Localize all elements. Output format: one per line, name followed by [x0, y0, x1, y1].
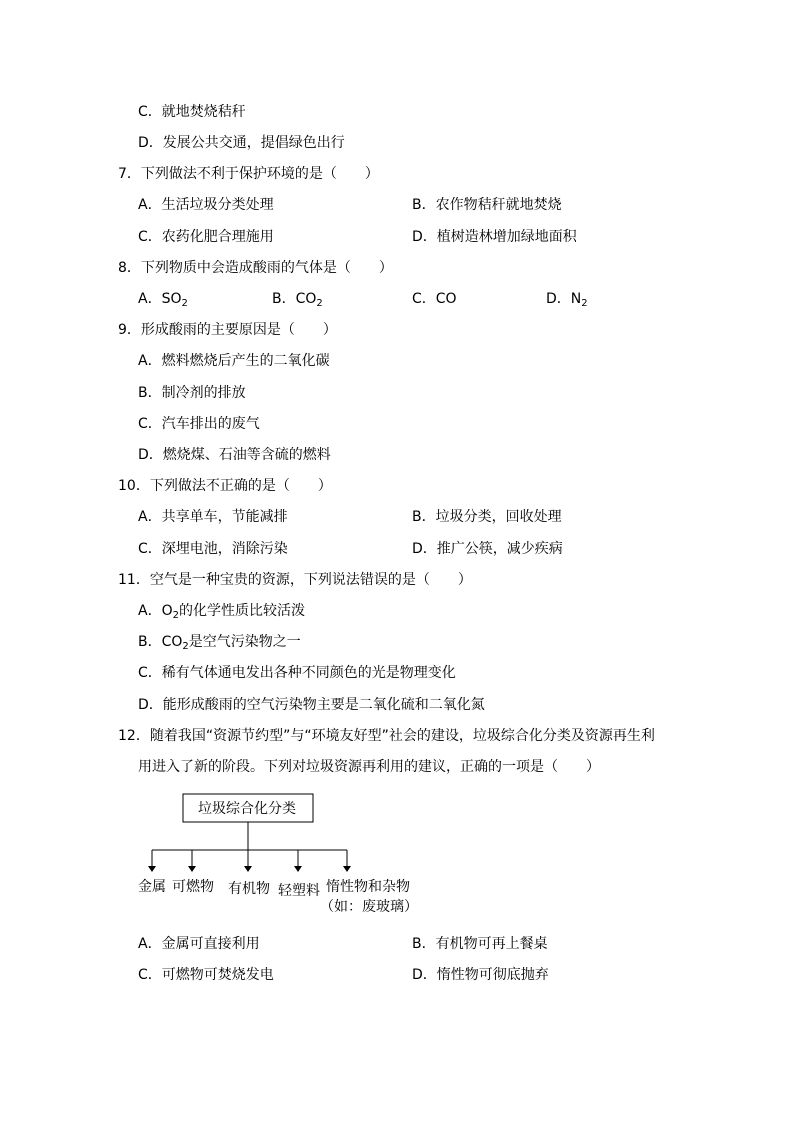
diagram-leaf-combustible: 可燃物: [172, 879, 214, 895]
q6-option-c: C．就地焚烧秸秆: [138, 104, 246, 120]
diagram-arrow-metal: [148, 866, 156, 872]
q6-option-d: D．发展公共交通，提倡绿色出行: [138, 135, 345, 151]
diagram-root-label: 垃圾综合化分类: [198, 801, 296, 817]
q9-stem: 9．形成酸雨的主要原因是（ ）: [118, 322, 337, 338]
q7-option-d: D．植树造林增加绿地面积: [412, 229, 577, 245]
diagram-arrow-organic: [244, 866, 252, 872]
garbage-classification-diagram: [138, 792, 428, 922]
diagram-leaf-inert: 惰性物和杂物: [326, 879, 410, 895]
q8-option-b: B．$CO_2$: [272, 291, 323, 309]
q9-option-a: A．燃料燃烧后产生的二氧化碳: [138, 353, 330, 369]
diagram-arrow-combustible: [188, 866, 196, 872]
q8-option-c: C．CO: [412, 291, 457, 307]
q10-option-d: D．推广公筷，减少疾病: [412, 541, 563, 557]
q12-option-b: B．有机物可再上餐桌: [412, 936, 548, 952]
q11-option-b: B．$CO_2$是空气污染物之一: [138, 634, 301, 652]
diagram-arrow-plastic: [294, 866, 302, 872]
diagram-leaf-inert-note: （如：废玻璃）: [320, 899, 418, 915]
q9-option-d: D．燃烧煤、石油等含硫的燃料: [138, 447, 331, 463]
q10-option-b: B．垃圾分类，回收处理: [412, 509, 562, 525]
q9-option-c: C．汽车排出的废气: [138, 416, 260, 432]
q7-stem: 7．下列做法不利于保护环境的是（ ）: [118, 166, 379, 182]
q11-option-c: C．稀有气体通电发出各种不同颜色的光是物理变化: [138, 665, 456, 681]
diagram-arrow-inert: [343, 866, 351, 872]
q10-option-c: C．深埋电池，消除污染: [138, 541, 288, 557]
q9-option-b: B．制冷剂的排放: [138, 385, 246, 401]
diagram-leaf-plastic: 轻塑料: [278, 883, 320, 899]
diagram-leaf-metal: 金属: [138, 879, 166, 895]
q12-stem-line2: 用进入了新的阶段。下列对垃圾资源再利用的建议，正确的一项是（ ）: [138, 759, 600, 775]
q11-option-a: A．$O_2$的化学性质比较活泼: [138, 603, 305, 621]
q7-option-a: A．生活垃圾分类处理: [138, 197, 274, 213]
q11-option-d: D．能形成酸雨的空气污染物主要是二氧化硫和二氧化氮: [138, 697, 485, 713]
q10-option-a: A．共享单车，节能减排: [138, 509, 288, 525]
diagram-leaf-organic: 有机物: [228, 881, 270, 897]
q10-stem: 10．下列做法不正确的是（ ）: [118, 478, 332, 494]
q12-stem-line1: 12．随着我国“资源节约型”与“环境友好型”社会的建设，垃圾综合化分类及资源再生利: [118, 728, 655, 744]
q12-option-c: C．可燃物可焚烧发电: [138, 967, 274, 983]
q11-stem: 11．空气是一种宝贵的资源，下列说法错误的是（ ）: [118, 572, 472, 588]
q7-option-b: B．农作物秸秆就地焚烧: [412, 197, 562, 213]
q12-option-a: A．金属可直接利用: [138, 936, 260, 952]
q8-option-a: A．$SO_2$: [138, 291, 188, 309]
q7-option-c: C．农药化肥合理施用: [138, 229, 274, 245]
q8-option-d: D．$N_2$: [546, 291, 588, 309]
q12-option-d: D．惰性物可彻底抛弃: [412, 967, 549, 983]
q8-stem: 8．下列物质中会造成酸雨的气体是（ ）: [118, 260, 393, 276]
